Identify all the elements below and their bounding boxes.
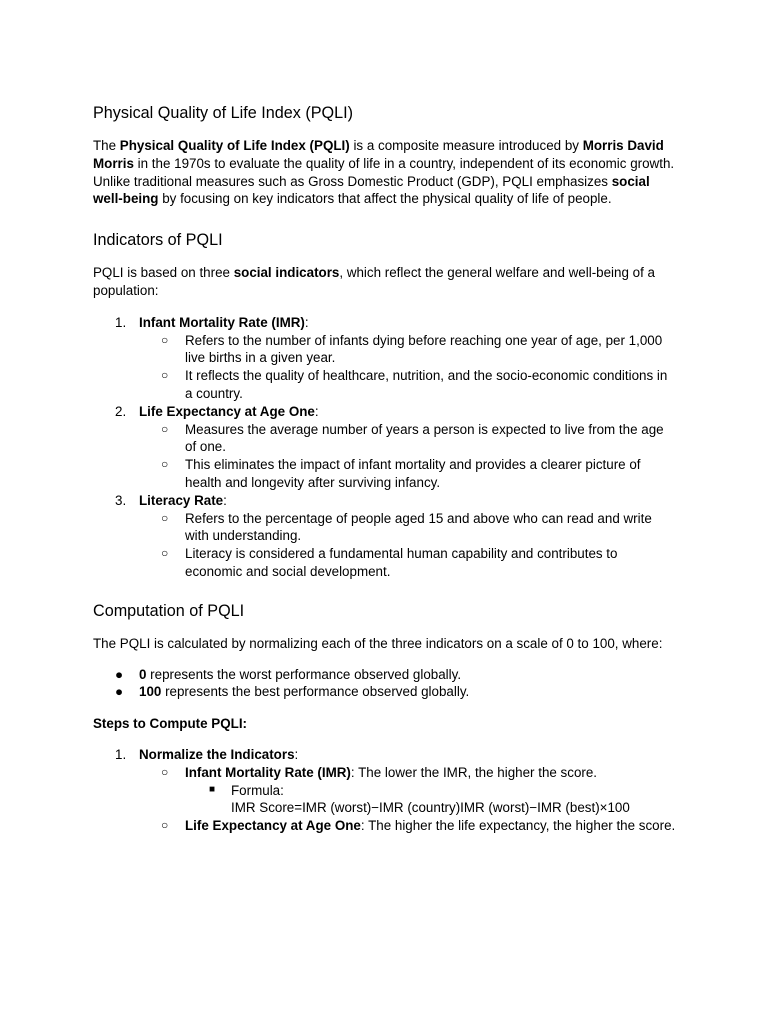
scale-value: 100 <box>139 684 162 700</box>
hollow-bullet-icon: ○ <box>161 764 169 779</box>
imr-label: Infant Mortality Rate (IMR) <box>185 764 351 780</box>
hollow-bullet-icon: ○ <box>161 546 169 561</box>
intro-text: by focusing on key indicators that affect the physical quality of life of people. <box>158 191 612 207</box>
formula-label: Formula: <box>231 782 284 798</box>
steps-title <box>93 715 678 733</box>
indicators-list <box>93 314 678 581</box>
label-colon: : <box>223 492 227 508</box>
formula-sublist <box>185 782 678 818</box>
label-colon: : <box>294 746 299 762</box>
list-item <box>139 545 678 581</box>
hollow-bullet-icon: ○ <box>161 368 169 383</box>
list-number: 1. <box>115 746 127 762</box>
life-expectancy-label: Life Expectancy at Age One <box>185 818 361 834</box>
label-colon: : <box>304 314 309 330</box>
solid-bullet-icon: ● <box>115 684 124 700</box>
intro-paragraph <box>93 137 678 208</box>
indicator-label: Literacy Rate <box>139 492 224 508</box>
steps-list <box>93 746 678 835</box>
computation-paragraph: The PQLI is calculated by normalizing each of the three indicators on a scale of 0 to 100, where: <box>93 635 663 651</box>
indicator-label: Infant Mortality Rate (IMR) <box>139 314 305 330</box>
imr-formula: IMR Score=IMR (worst)−IMR (country)IMR (worst)−IMR (best)×100 <box>231 800 630 816</box>
indicator-item <box>93 314 678 403</box>
list-item-text: It reflects the quality of healthcare, nutrition, and the socio-economic conditions in a country. <box>185 368 668 401</box>
list-item-text: : The higher the life expectancy, the higher the score. <box>360 818 676 834</box>
hollow-bullet-icon: ○ <box>161 457 169 472</box>
list-item-text: Measures the average number of years a person is expected to live from the age of one. <box>185 421 664 455</box>
indicator-sublist <box>139 510 678 581</box>
list-item <box>139 332 678 368</box>
intro-text: is a composite measure introduced by <box>349 138 583 153</box>
document-content <box>93 102 678 835</box>
hollow-bullet-icon: ○ <box>161 421 169 436</box>
indicators-paragraph <box>93 264 678 300</box>
list-number: 3. <box>115 492 127 508</box>
list-item-text: Literacy is considered a fundamental human capability and contributes to economic and social development. <box>185 546 618 579</box>
steps-title-text: Steps to Compute PQLI: <box>93 716 247 732</box>
intro-bold-pqli: Physical Quality of Life Index (PQLI) <box>119 138 350 153</box>
list-number: 2. <box>115 403 127 419</box>
list-item <box>93 666 678 684</box>
intro-bold-social: social well-being <box>93 173 650 207</box>
list-item <box>93 683 678 701</box>
list-item <box>139 367 678 403</box>
indicator-sublist <box>139 332 678 403</box>
indicators-heading: Indicators of PQLI <box>93 231 223 250</box>
hollow-bullet-icon: ○ <box>161 510 169 525</box>
indicator-item <box>93 403 678 492</box>
scale-value: 0 <box>139 666 147 682</box>
list-item-text: Refers to the number of infants dying before reaching one year of age, per 1,000 live births in a given year. <box>185 332 663 366</box>
list-item-text: This eliminates the impact of infant mortality and provides a clearer picture of health and longevity after surviving infancy. <box>185 457 641 490</box>
hollow-bullet-icon: ○ <box>161 818 169 833</box>
list-item-text: Refers to the percentage of people aged 15 and above who can read and write with understanding. <box>185 510 652 544</box>
step-label: Normalize the Indicators <box>139 746 295 762</box>
list-item <box>139 764 678 817</box>
step-item <box>93 746 678 835</box>
list-item-text: : The lower the IMR, the higher the score. <box>350 764 598 780</box>
hollow-bullet-icon: ○ <box>161 332 169 347</box>
list-number: 1. <box>115 314 127 330</box>
list-item-text: represents the best performance observed globally. <box>161 684 470 700</box>
indicators-text: PQLI is based on three <box>93 265 234 281</box>
list-item <box>139 510 678 546</box>
page-title: Physical Quality of Life Index (PQLI) <box>93 104 354 122</box>
intro-text: in the 1970s to evaluate the quality of life in a country, independent of its economic growth. Unlike traditional measures such as Gross Domestic Product (GDP), PQLI emphasizes <box>93 155 675 189</box>
indicator-label: Life Expectancy at Age One <box>139 403 315 419</box>
list-item <box>139 817 678 835</box>
formula-item <box>185 782 678 818</box>
list-item <box>139 456 678 492</box>
indicator-item <box>93 492 678 581</box>
list-item-text: represents the worst performance observed globally. <box>146 666 462 682</box>
indicators-text: , which reflect the general welfare and well-being of a population: <box>93 265 655 298</box>
step-sublist <box>139 764 678 835</box>
list-item <box>139 421 678 457</box>
indicators-bold: social indicators <box>233 265 340 281</box>
intro-bold-author: Morris David Morris <box>93 138 664 171</box>
solid-bullet-icon: ● <box>115 666 124 682</box>
scale-bullet-list <box>93 666 678 702</box>
intro-text: The <box>93 138 120 153</box>
computation-heading: Computation of PQLI <box>93 601 245 620</box>
indicator-sublist <box>139 421 678 492</box>
square-bullet-icon: ■ <box>209 783 216 795</box>
label-colon: : <box>314 403 319 419</box>
